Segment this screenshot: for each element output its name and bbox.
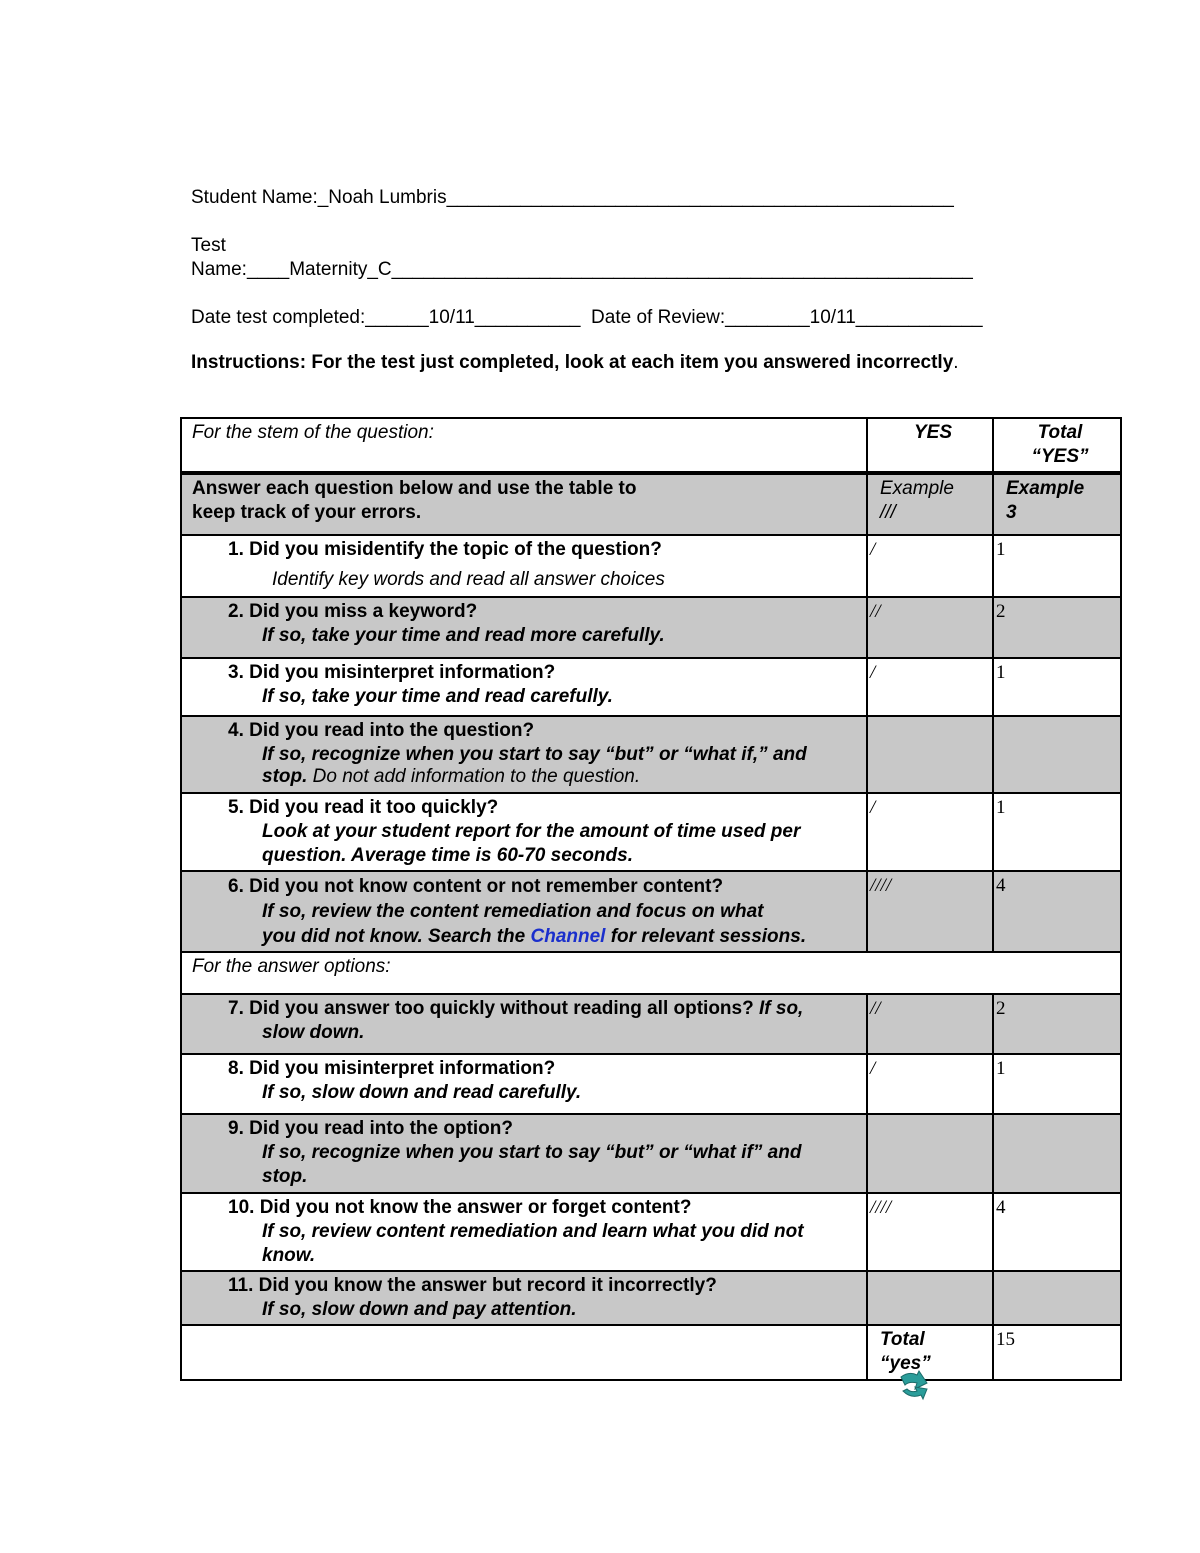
question-tail: If so, bbox=[753, 998, 804, 1019]
total-count: 1 bbox=[993, 658, 1121, 716]
error-review-table bbox=[180, 417, 1122, 1381]
yes-tally bbox=[867, 1271, 993, 1325]
total-count: 4 bbox=[993, 871, 1121, 952]
example-yes-line2: /// bbox=[880, 502, 896, 523]
question-tip: Identify key words and read all answer choices bbox=[272, 569, 665, 590]
question-text: 4. Did you read into the question? bbox=[228, 720, 535, 741]
instructions-period: . bbox=[953, 352, 959, 373]
question-text bbox=[192, 997, 862, 1021]
test-label: Test bbox=[191, 235, 226, 256]
question-tip: If so, recognize when you start to say “but” or “what if,” and bbox=[262, 744, 807, 765]
table-row bbox=[181, 658, 1121, 716]
yes-tally: / bbox=[867, 793, 993, 871]
total-count: 2 bbox=[993, 994, 1121, 1054]
question-cell bbox=[181, 658, 867, 716]
total-count: 4 bbox=[993, 1193, 1121, 1271]
question-cell bbox=[181, 994, 867, 1054]
test-name-line bbox=[191, 234, 973, 282]
yes-tally: / bbox=[867, 1054, 993, 1114]
example-yes-line1: Example bbox=[880, 478, 954, 499]
question-cell bbox=[181, 1193, 867, 1271]
question-cell bbox=[181, 1054, 867, 1114]
question-text: 11. Did you know the answer but record it incorrectly? bbox=[228, 1275, 717, 1296]
question-tip: If so, take your time and read carefully. bbox=[262, 686, 613, 707]
date-completed: Date test completed:______10/11__________ bbox=[191, 307, 581, 328]
tip-part: you did not know. Search the bbox=[262, 926, 531, 947]
total-count bbox=[993, 1114, 1121, 1193]
question-text: 9. Did you read into the option? bbox=[228, 1118, 513, 1139]
question-text: 2. Did you miss a keyword? bbox=[228, 601, 478, 622]
question-text: 10. Did you not know the answer or forget content? bbox=[228, 1197, 692, 1218]
total-yes-line1: Total bbox=[880, 1329, 925, 1350]
yes-tally: / bbox=[867, 658, 993, 716]
question-tip-continued: know. bbox=[262, 1245, 316, 1266]
dates-line bbox=[191, 306, 983, 330]
yes-tally: //// bbox=[867, 1193, 993, 1271]
total-header-line1: Total bbox=[1037, 422, 1083, 443]
next-arrow-icon[interactable] bbox=[895, 1369, 931, 1403]
answer-options-header: For the answer options: bbox=[181, 952, 1121, 994]
total-yes-header bbox=[993, 418, 1121, 473]
question-cell bbox=[181, 1271, 867, 1325]
answer-options-row bbox=[181, 952, 1121, 994]
question-cell bbox=[181, 716, 867, 793]
total-count: 1 bbox=[993, 535, 1121, 597]
question-text: 6. Did you not know content or not remember content? bbox=[228, 876, 724, 897]
total-count bbox=[993, 716, 1121, 793]
table-row bbox=[181, 793, 1121, 871]
question-cell bbox=[181, 597, 867, 658]
table-row bbox=[181, 597, 1121, 658]
table-row bbox=[181, 716, 1121, 793]
question-cell bbox=[181, 535, 867, 597]
table-row bbox=[181, 1114, 1121, 1193]
tip-part: for relevant sessions. bbox=[605, 926, 807, 947]
question-cell bbox=[181, 793, 867, 871]
tip-plain: Do not add information to the question. bbox=[307, 766, 641, 787]
instructions-text: Instructions: For the test just completed, look at each item you answered incorrectly bbox=[191, 352, 954, 373]
stem-header-row bbox=[181, 418, 1121, 473]
question-cell bbox=[181, 1114, 867, 1193]
question-main: 7. Did you answer too quickly without reading all options? bbox=[228, 998, 754, 1019]
stem-header: For the stem of the question: bbox=[181, 418, 867, 473]
question-tip: slow down. bbox=[262, 1022, 365, 1043]
table-row bbox=[181, 1054, 1121, 1114]
total-yes-line2: “yes” bbox=[880, 1353, 931, 1374]
yes-tally: / bbox=[867, 535, 993, 597]
answer-each-line2: keep track of your errors. bbox=[192, 502, 422, 523]
total-count: 2 bbox=[993, 597, 1121, 658]
grand-total: 15 bbox=[993, 1325, 1121, 1380]
total-count bbox=[993, 1271, 1121, 1325]
total-row bbox=[181, 1325, 1121, 1380]
table-row bbox=[181, 535, 1121, 597]
table-row bbox=[181, 994, 1121, 1054]
question-tip: If so, slow down and read carefully. bbox=[262, 1082, 582, 1103]
answer-each-line1: Answer each question below and use the table to bbox=[192, 478, 637, 499]
question-tip: Look at your student report for the amount of time used per bbox=[262, 821, 801, 842]
yes-tally: //// bbox=[867, 871, 993, 952]
question-text: 5. Did you read it too quickly? bbox=[228, 797, 499, 818]
table-row bbox=[181, 871, 1121, 952]
instructions bbox=[191, 351, 959, 375]
channel-link[interactable]: Channel bbox=[530, 926, 606, 947]
question-tip: If so, take your time and read more carefully. bbox=[262, 625, 665, 646]
question-text: 1. Did you misidentify the topic of the question? bbox=[228, 539, 662, 560]
question-tip-continued: stop. bbox=[262, 1166, 308, 1187]
example-yes bbox=[867, 473, 993, 535]
question-tip: If so, recognize when you start to say “but” or “what if” and bbox=[262, 1142, 802, 1163]
question-tip-continued bbox=[192, 924, 862, 949]
question-text: 3. Did you misinterpret information? bbox=[228, 662, 556, 683]
question-tip: If so, review content remediation and learn what you did not bbox=[262, 1221, 804, 1242]
student-name-line: Student Name:_Noah Lumbris________________________________________________ bbox=[191, 187, 954, 208]
test-name-value: Name:____Maternity_C_______________________________________________________ bbox=[191, 259, 973, 280]
yes-tally bbox=[867, 716, 993, 793]
table-row bbox=[181, 1271, 1121, 1325]
yes-header: YES bbox=[867, 418, 993, 473]
table-row bbox=[181, 1193, 1121, 1271]
yes-tally bbox=[867, 1114, 993, 1193]
date-review: Date of Review:________10/11____________ bbox=[580, 307, 983, 328]
yes-tally: // bbox=[867, 597, 993, 658]
question-tip: If so, slow down and pay attention. bbox=[262, 1299, 577, 1320]
question-text: 8. Did you misinterpret information? bbox=[228, 1058, 556, 1079]
example-total bbox=[993, 473, 1121, 535]
total-header-line2: “YES” bbox=[1031, 446, 1089, 467]
tip-stop: stop. bbox=[262, 766, 308, 787]
instruction-row bbox=[181, 473, 1121, 535]
total-row-empty bbox=[181, 1325, 867, 1380]
example-total-line1: Example bbox=[1006, 478, 1085, 499]
question-tip-continued bbox=[192, 767, 862, 787]
question-tip-continued: question. Average time is 60-70 seconds. bbox=[262, 845, 633, 866]
question-tip: If so, review the content remediation and focus on what bbox=[262, 901, 764, 922]
yes-tally: // bbox=[867, 994, 993, 1054]
answer-each-instruction bbox=[181, 473, 867, 535]
total-count: 1 bbox=[993, 793, 1121, 871]
question-cell bbox=[181, 871, 867, 952]
total-count: 1 bbox=[993, 1054, 1121, 1114]
example-total-line2: 3 bbox=[1006, 502, 1017, 523]
